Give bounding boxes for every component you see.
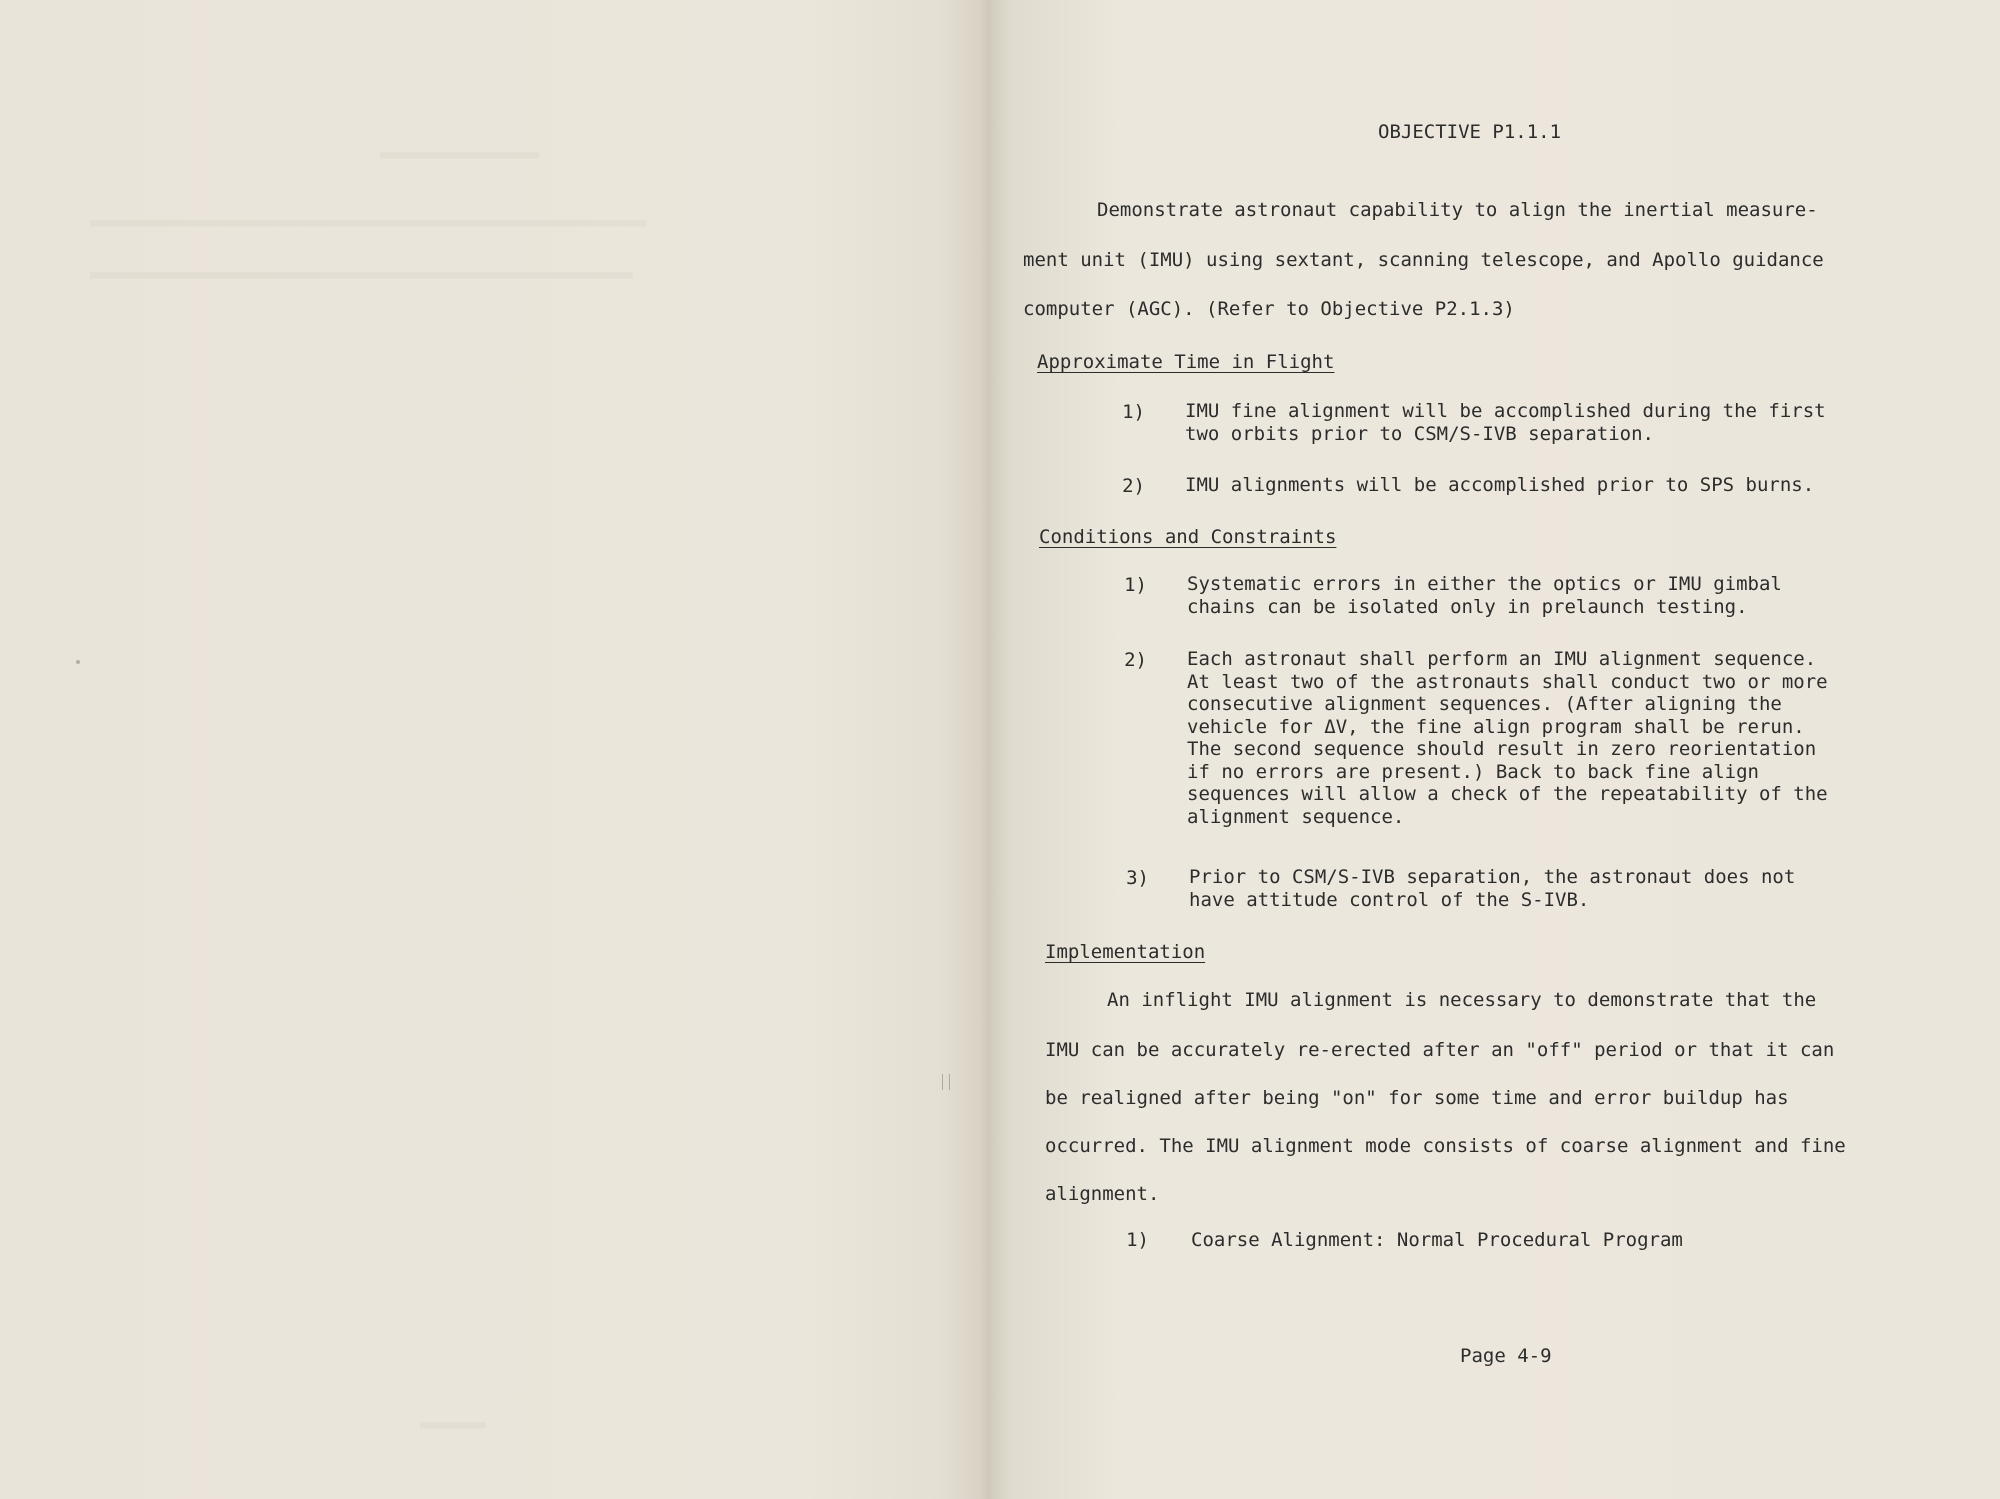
- bleed-through-text: ▬▬▬▬▬▬▬▬▬▬▬▬: [380, 142, 539, 167]
- left-page: [0, 0, 980, 1499]
- section-heading-implementation: Implementation: [1045, 941, 1206, 963]
- implementation-line-5: alignment.: [1045, 1183, 1160, 1205]
- list-item-number: 1): [1122, 401, 1145, 423]
- list-item-text: [1187, 573, 1782, 618]
- implementation-line-1: An inflight IMU alignment is necessary to demonstrate that the: [1107, 989, 1817, 1011]
- implementation-line-2: IMU can be accurately re-erected after an "off" period or that it can: [1045, 1039, 1835, 1061]
- bleed-through-text: ▬▬▬▬▬▬▬▬▬▬▬▬▬▬▬▬▬▬▬▬▬▬▬▬▬▬▬▬▬▬▬▬▬▬▬▬▬▬▬▬▬▬: [90, 210, 647, 235]
- section-heading-conditions: Conditions and Constraints: [1039, 526, 1337, 548]
- list-item-line: vehicle for ΔV, the fine align program shall be rerun.: [1187, 715, 1805, 738]
- list-item-number: 1): [1126, 1229, 1149, 1251]
- list-item-line: IMU fine alignment will be accomplished during the first: [1185, 400, 1826, 422]
- list-item-line: The second sequence should result in zero reorientation: [1187, 738, 1817, 760]
- list-item-line: have attitude control of the S-IVB.: [1189, 888, 1590, 911]
- list-item-text: [1187, 648, 1828, 828]
- objective-title: OBJECTIVE P1.1.1: [1378, 121, 1562, 143]
- binding-mark: [942, 1074, 950, 1090]
- list-item-number: 2): [1122, 475, 1145, 497]
- list-item-text: Coarse Alignment: Normal Procedural Program: [1191, 1229, 1683, 1251]
- implementation-line-3: be realigned after being "on" for some time and error buildup has: [1045, 1087, 1789, 1109]
- list-item-line: if no errors are present.) Back to back fine align: [1187, 760, 1759, 783]
- list-item-line: Systematic errors in either the optics or IMU gimbal: [1187, 573, 1782, 595]
- list-item-number: 2): [1124, 649, 1147, 671]
- list-item-line: Prior to CSM/S-IVB separation, the astronaut does not: [1189, 866, 1796, 888]
- list-item-number: 1): [1124, 574, 1147, 596]
- list-item-text: [1185, 474, 1814, 497]
- intro-line-2: ment unit (IMU) using sextant, scanning telescope, and Apollo guidance: [1023, 249, 1824, 271]
- bleed-through-text: ▬▬▬▬▬▬▬▬▬▬▬▬▬▬▬▬▬▬▬▬▬▬▬▬▬▬▬▬▬▬▬▬▬▬▬▬▬▬▬▬▬: [90, 262, 634, 287]
- list-item-text: [1189, 866, 1795, 911]
- section-heading-approx-time: Approximate Time in Flight: [1037, 351, 1335, 373]
- paper-speck: [76, 660, 80, 664]
- right-page: [985, 0, 2000, 1499]
- list-item-line: IMU alignments will be accomplished prior to SPS burns.: [1185, 474, 1815, 496]
- list-item-line: sequences will allow a check of the repeatability of the: [1187, 783, 1828, 805]
- list-item-line: alignment sequence.: [1187, 805, 1405, 828]
- page-number: Page 4-9: [1460, 1345, 1552, 1367]
- list-item-line: chains can be isolated only in prelaunch testing.: [1187, 595, 1748, 618]
- list-item-number: 3): [1126, 867, 1149, 889]
- list-item-text: [1185, 400, 1826, 445]
- intro-line-3: computer (AGC). (Refer to Objective P2.1.3): [1023, 298, 1515, 320]
- implementation-line-4: occurred. The IMU alignment mode consists of coarse alignment and fine: [1045, 1135, 1846, 1157]
- bleed-through-text: ▬▬▬▬▬: [420, 1412, 487, 1437]
- list-item-line: At least two of the astronauts shall conduct two or more: [1187, 670, 1828, 693]
- intro-line-1: Demonstrate astronaut capability to align the inertial measure-: [1097, 199, 1818, 221]
- list-item-line: two orbits prior to CSM/S-IVB separation.: [1185, 422, 1654, 445]
- list-item-line: consecutive alignment sequences. (After aligning the: [1187, 693, 1782, 715]
- list-item-line: Each astronaut shall perform an IMU alignment sequence.: [1187, 648, 1817, 670]
